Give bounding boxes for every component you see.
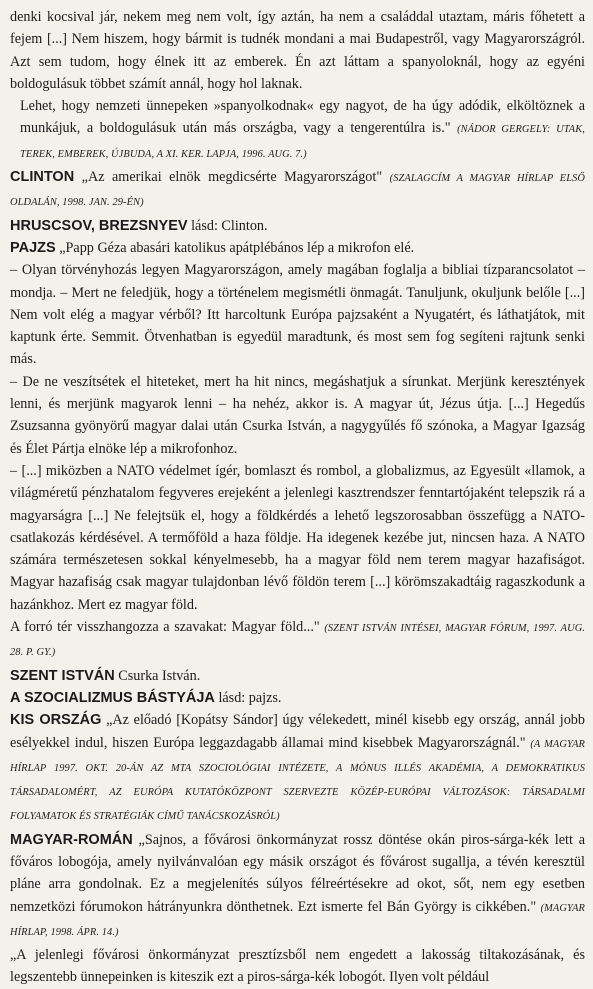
body-text: „Az előadó [Kopátsy Sándor] úgy vélekedett, minél kisebb egy ország, annál jobb esélyekkel indul, hiszen Európa leggazdagabb államai mind kisebbek Magyarországnál." (10, 712, 585, 751)
body-text: „Papp Géza abasári katolikus apátplébános lép a mikrofon elé. (55, 239, 415, 256)
entry-headword: A SZOCIALIZMUS BÁSTYÁJA (10, 689, 215, 706)
entry-headword: HRUSCSOV, BREZSNYEV (10, 217, 188, 234)
source-citation: (NÁDOR GERGELY: UTAK, TEREK, EMBEREK, ÚJBUDA, A XI. KER. LAPJA, 1996. AUG. 7.) (20, 124, 585, 160)
body-text: Csurka István. (114, 667, 201, 684)
paragraph-p1 (10, 6, 585, 95)
entry-headword: SZENT ISTVÁN (10, 667, 115, 684)
paragraph-p4 (10, 215, 585, 237)
body-text: „Az amerikai elnök megdicsérte Magyarországot" (74, 169, 390, 186)
entry-headword: MAGYAR-ROMÁN (10, 831, 133, 848)
body-text: „A jelenlegi fővárosi önkormányzat presztízsből nem engedett a lakosság tiltakozásának, és legszentebb ünnepeinken is kiteszik ezt a piros-sárga-kék lobogót. Ilyen volt például (10, 947, 585, 986)
paragraph-p9 (10, 616, 585, 665)
paragraph-p6 (10, 259, 585, 370)
body-text: – Olyan törvényhozás legyen Magyarországon, amely magában foglalja a bibliai tízparancsolatot – mondja. – Mert ne feledjük, hogy a történelem megismétli önmagát. Tanuljunk, okuljunk belőle [...] Nem volt elég a magyar vérből? Itt harcoltunk Európa pajzsaként a Nyugatért, és láthatjátok, mit kaptunk érte. Semmit. Ötvenhatban is egyedül maradtunk, és most sem fog segíteni rajtunk senki más. (10, 262, 585, 368)
paragraph-p7 (10, 371, 585, 460)
source-citation: (A MAGYAR HÍRLAP 1997. OKT. 20-ÁN AZ MTA SZOCIOLÓGIAI INTÉZETE, A MÓNUS ILLÉS AKADÉMIA, A DEMOKRATIKUS TÁRSADALOMÉRT, AZ EURÓPA KUTATÓKÖZPONT SZERVEZTE KÖZÉP-EURÓPAI VÁLTOZÁSOK: TÁRSADALMI FOLYAMATOK ÉS STRATÉGIÁK CÍMŰ TANÁCSKOZÁSRÓL) (10, 738, 585, 823)
body-text: – [...] miközben a NATO védelmet ígér, bomlaszt és rombol, a globalizmus, az Egyesült «llamok, a világméretű pénzhatalom fegyveres erejeként a jelenlegi kasztrendszer fenntartójaként telepszik rá a magyarságra [...] Ne felejtsük el, hogy a földkérdés a lehető legszorosabban összefügg a NATO-csatlakozás kérdésével. A termőföld a haza földje. Ha idegenek kezébe jut, nincsen haza. A NATO számára természetesen sokkal kényelmesebb, ha a magyar föld nem terem magyar hazafiságot. Magyar hazafiság csak magyar tulajdonban lévő földön terem [...] körömszakadtáig ragaszkodunk a hazánkhoz. Mert ez magyar föld. (10, 462, 585, 613)
paragraph-p3 (10, 166, 585, 215)
body-text: lásd: Clinton. (187, 217, 268, 234)
paragraph-p5 (10, 237, 585, 259)
source-citation: (SZENT ISTVÁN INTÉSEI, MAGYAR FÓRUM, 1997. AUG. 28. P. GY.) (10, 623, 585, 659)
body-text: A forró tér visszhangozza a szavakat: Magyar föld..." (10, 619, 325, 636)
paragraph-p8 (10, 460, 585, 616)
body-text: Lehet, hogy nemzeti ünnepeken »spanyolkodnak« egy nagyot, de ha úgy adódik, elköltöznek a munkájuk, a boldogulásuk után más országba, vagy a tengerentúlra is." (20, 98, 585, 137)
paragraph-p10 (10, 665, 585, 687)
source-citation: (MAGYAR HÍRLAP, 1998. ÁPR. 14.) (10, 902, 585, 938)
body-text: lásd: pajzs. (214, 689, 282, 706)
entry-headword: KIS ORSZÁG (10, 712, 102, 729)
entry-headword: CLINTON (10, 169, 75, 186)
body-text: „Sajnos, a fővárosi önkormányzat rossz döntése okán piros-sárga-kék lett a főváros lobogója, amely nyilvánvalóan egy másik országot és fővárost sugallja, a tévén keresztül pláne arra gondolnak. Ez a megjelenítés súlyos félreértésekre ad okot, sőt, nem egy esetben nemzetközi fórumokon hátrányunkra dönthetnek. Ezt ismerte fel Bán György is cikkében." (10, 831, 585, 915)
body-text: – De ne veszítsétek el hiteteket, mert ha hit nincs, megáshatjuk a sírunkat. Merjünk keresztények lenni, és merjünk magyarok lenni – ha nehéz, akkor is. A magyar út, Jézus útja. [...] Hegedűs Zsuzsanna gyönyörű magyar dalai után Csurka István, a nagygyűlés fő szónoka, a Magyar Igazság és Élet Pártja elnöke lép a mikrofonhoz. (10, 373, 585, 457)
paragraph-p12 (10, 709, 585, 828)
paragraph-p14 (10, 944, 585, 989)
paragraph-p13 (10, 829, 585, 944)
entry-headword: PAJZS (10, 239, 56, 256)
paragraph-p11 (10, 687, 585, 709)
paragraph-p2 (10, 95, 585, 166)
body-text: denki kocsival jár, nekem meg nem volt, így aztán, ha nem a családdal utaztam, máris főhetett a fejem [...] Nem hiszem, hogy bármit is tudnék mondani a mai Budapestről, vagy Magyarországról. Azt sem tudom, hogy élnek itt az emberek. Én azt láttam a spanyoloknál, hogy az egyéni boldogulásuk többet számít annál, hogy hol laknak. (10, 9, 585, 92)
source-citation: (SZALAGCÍM A MAGYAR HÍRLAP ELSŐ OLDALÁN, 1998. JAN. 29-ÉN) (10, 173, 586, 209)
